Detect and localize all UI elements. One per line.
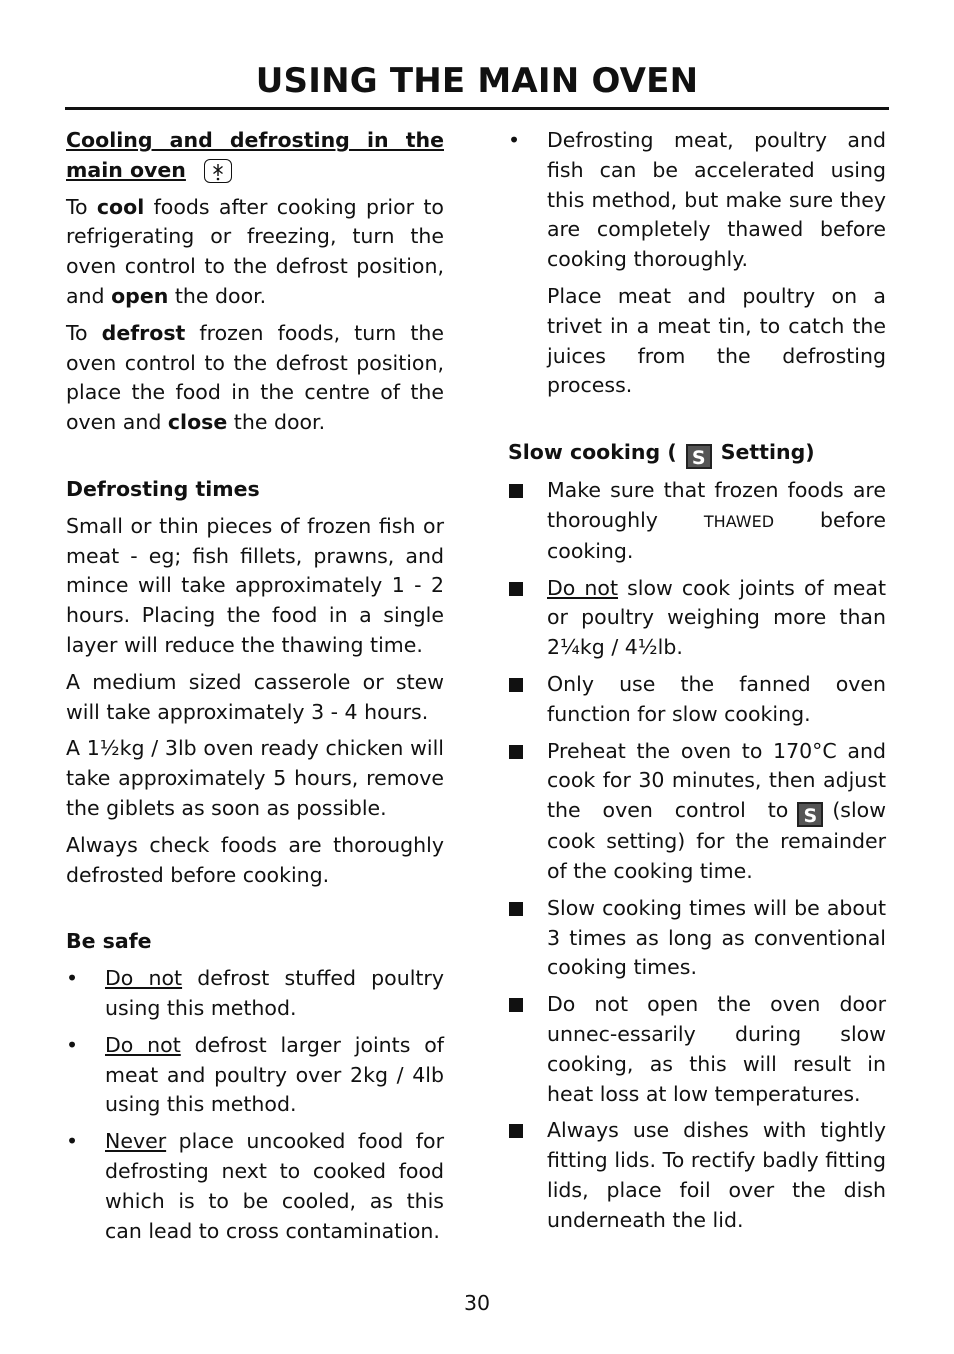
- item-text: slow cook joints of meat or poultry weighing more than 2¼kg / 4½lb.: [547, 575, 886, 660]
- cooling-heading: [66, 126, 444, 186]
- text-run: foods after cooking prior to refrigerating or freezing, turn the oven control to the defrost position, and: [66, 194, 444, 308]
- text-run: To: [66, 320, 102, 345]
- be-safe-heading: Be safe: [66, 929, 152, 954]
- slow-cook-s-icon: S: [797, 802, 823, 827]
- left-column: [66, 126, 444, 1253]
- item-text: Preheat the oven to 170°C and cook for 30 minutes, then adjust the oven control to: [547, 738, 886, 823]
- square-bullet: [509, 902, 523, 916]
- bullet: •: [66, 966, 79, 991]
- square-bullet: [509, 745, 523, 759]
- cooling-heading-text: Cooling and defrosting in the main oven: [66, 128, 444, 182]
- item-continuation: Place meat and poultry on a trivet in a meat tin, to catch the juices from the defrosting process.: [547, 283, 886, 398]
- item-text: Slow cooking times will be about 3 times as long as conventional cooking times.: [547, 895, 886, 980]
- defrost-icon: [204, 159, 232, 183]
- list-item: [66, 1031, 444, 1120]
- list-item: [66, 1127, 444, 1246]
- slow-cook-s-icon: S: [686, 444, 712, 469]
- open-keyword: open: [111, 283, 169, 308]
- times-paragraph: Always check foods are thoroughly defrosted before cooking.: [66, 832, 444, 887]
- heading-text: Slow cooking (: [508, 440, 677, 465]
- page-title: USING THE MAIN OVEN: [255, 61, 699, 101]
- text-run: the door.: [168, 283, 267, 308]
- list-item: [508, 737, 886, 887]
- title-rule: [65, 107, 889, 110]
- list-item: [508, 1116, 886, 1235]
- bullet: •: [66, 1129, 79, 1154]
- list-item: [508, 476, 886, 566]
- square-bullet: [509, 998, 523, 1012]
- times-paragraph: A medium sized casserole or stew will take approximately 3 - 4 hours.: [66, 669, 444, 724]
- square-bullet: [509, 484, 523, 498]
- emphasis: Do not: [547, 575, 618, 600]
- right-column: [508, 126, 886, 1243]
- square-bullet: [509, 1124, 523, 1138]
- list-item: [508, 990, 886, 1109]
- heading-text: Setting): [720, 440, 815, 465]
- emphasis: Do not: [105, 1032, 181, 1057]
- page-number: 30: [463, 1291, 491, 1315]
- item-text: defrost larger joints of meat and poultry over 2kg / 4lb using this method.: [105, 1032, 444, 1117]
- defrost-keyword: defrost: [101, 320, 186, 345]
- list-item: [508, 574, 886, 663]
- list-item: [508, 126, 886, 401]
- text-run: To: [66, 194, 97, 219]
- bullet: •: [66, 1032, 79, 1057]
- cool-keyword: cool: [96, 194, 145, 219]
- bullet: •: [508, 128, 521, 152]
- times-paragraph: A 1½kg / 3lb oven ready chicken will take approximately 5 hours, remove the giblets as soon as possible.: [66, 736, 444, 820]
- emphasis: Do not: [105, 966, 183, 991]
- defrost-paragraph: [66, 319, 444, 438]
- item-text: Do not open the oven door unnec-essarily during slow cooking, as this will result in heat loss at low temperatures.: [547, 992, 886, 1106]
- emphasis: Never: [105, 1129, 167, 1154]
- item-text: Make sure that frozen foods are thoroughly: [547, 478, 886, 532]
- item-text: before cooking.: [547, 507, 886, 563]
- item-text: place uncooked food for defrosting next to cooked food which is to be cooled, as this can lead to cross contamination.: [105, 1129, 444, 1243]
- list-item: [508, 670, 886, 730]
- item-text: defrost stuffed poultry using this method.: [105, 966, 444, 1020]
- close-keyword: close: [167, 410, 228, 435]
- cool-paragraph: [66, 193, 444, 312]
- slow-cooking-heading: [508, 438, 886, 469]
- list-item: [508, 894, 886, 983]
- item-text: (slow cook setting) for the remainder of the cooking time.: [547, 798, 886, 883]
- defrosting-times-heading: Defrosting times: [66, 476, 260, 501]
- list-item: [66, 964, 444, 1024]
- times-paragraph: Small or thin pieces of frozen fish or meat - eg; fish fillets, prawns, and mince will take approximately 1 - 2 hours. Placing the food in a single layer will reduce the thawing time.: [66, 513, 444, 657]
- square-bullet: [509, 678, 523, 692]
- text-run: the door.: [227, 410, 326, 435]
- thawed-smallcaps: THAWED: [703, 511, 775, 531]
- square-bullet: [509, 582, 523, 596]
- item-text: Defrosting meat, poultry and fish can be accelerated using this method, but make sure they are completely thawed before cooking thoroughly.: [547, 128, 886, 272]
- text-run: frozen foods, turn the oven control to the defrost position, place the food in the centre of the oven and: [66, 320, 444, 435]
- item-text: Always use dishes with tightly fitting lids. To rectify badly fitting lids, place foil over the dish underneath the lid.: [547, 1118, 886, 1232]
- item-text: Only use the fanned oven function for slow cooking.: [547, 671, 886, 726]
